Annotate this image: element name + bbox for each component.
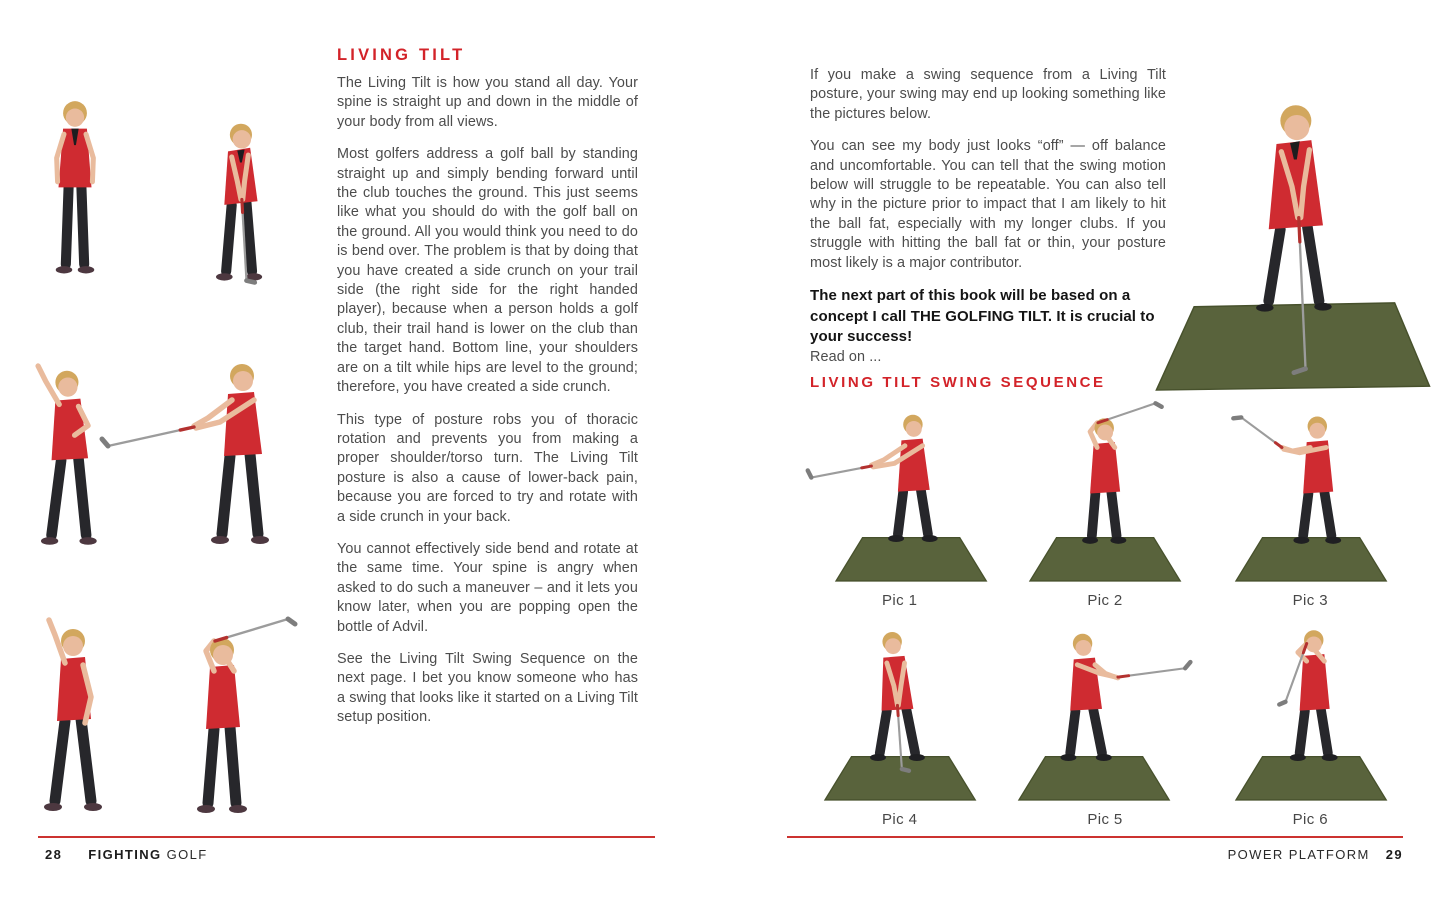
right-footer-title: POWER PLATFORM (1227, 847, 1370, 862)
book-title-regular: GOLF (166, 847, 208, 862)
photo-swing-pic-5 (1005, 617, 1204, 807)
pic-label: Pic 2 (1087, 592, 1123, 609)
pic-label: Pic 5 (1087, 811, 1123, 828)
photo-swing-pic-3 (1211, 398, 1410, 588)
swing-sequence-cell (1211, 398, 1410, 609)
golfing-tilt-note: The next part of this book will be based on a concept I call THE GOLFING TILT. It is crucial to your success! (810, 287, 1155, 346)
left-paragraph: The Living Tilt is how you stand all day. Your spine is straight up and down in the middle of your body from all views. (337, 75, 638, 130)
sequence-heading: LIVING TILT SWING SEQUENCE (810, 373, 1106, 391)
left-footer (45, 847, 208, 862)
photo-backswing-tilt (160, 552, 310, 830)
pic-label: Pic 6 (1292, 811, 1328, 828)
right-paragraph: You can see my body just looks “off” — off balance and uncomfortable. You can tell that the swing motion below will struggle to be repeatable. You can also tell why in the picture prior to impact that I am likely to hit the ball fat, especially with my longer clubs. If you struggle with hitting the ball fat or thin, your posture most likely is a major contributor. (810, 138, 1166, 271)
swing-sequence-cell (1005, 398, 1204, 609)
photo-standing-front (20, 55, 130, 290)
left-page-heading: LIVING TILT (337, 46, 466, 64)
photo-swing-pic-4 (800, 617, 999, 807)
right-text-column (810, 66, 1166, 391)
left-page-number: 28 (45, 847, 63, 862)
photo-takeaway-tilt (90, 315, 310, 565)
left-paragraph: This type of posture robs you of thoracic rotation and prevents you from making a proper shoulder/torso turn. The Living Tilt posture is also a cause of lower-back pain, because you are forced to try and rotate with a side crunch in your back. (337, 411, 638, 525)
photo-side-bend (15, 568, 145, 830)
photo-swing-pic-6 (1211, 617, 1410, 807)
right-page-number: 29 (1385, 847, 1403, 862)
swing-sequence-cell (1211, 617, 1410, 828)
left-paragraph: Most golfers address a golf ball by standing straight up and simply bending forward until the club touches the ground. This just seems like what you should do with the golf ball on the ground. All you would think you need to do is bend over. The problem is that by doing that you have created a side crunch on your trail side (the right side for the right handed player), because when a person holds a golf club, their trail hand is lower on the club than the target hand. Bottom line, your shoulders are on a tilt while hips are level to the ground; therefore, you have created a side crunch. (337, 146, 638, 396)
right-footer-rule (787, 836, 1403, 838)
right-footer (787, 847, 1403, 862)
book-title-bold: FIGHTING (88, 847, 162, 862)
swing-sequence-grid (800, 398, 1410, 828)
left-footer-rule (38, 836, 655, 838)
read-on-text: Read on ... (810, 348, 882, 365)
left-paragraph: See the Living Tilt Swing Sequence on the next page. I bet you know someone who has a swing that looks like it started on a Living Tilt setup position. (337, 650, 638, 726)
pic-label: Pic 3 (1292, 592, 1328, 609)
left-text-column (337, 46, 638, 741)
swing-sequence-cell (800, 617, 999, 828)
swing-sequence-cell (1005, 617, 1204, 828)
photo-swing-pic-1 (800, 398, 999, 588)
photo-address-setup (180, 45, 300, 300)
photo-living-tilt-address-large (1148, 82, 1434, 392)
pic-label: Pic 4 (881, 811, 918, 828)
right-paragraph: If you make a swing sequence from a Living Tilt posture, your swing may end up looking something like the pictures below. (810, 67, 1166, 122)
pic-label: Pic 1 (881, 592, 918, 609)
swing-sequence-cell (800, 398, 999, 609)
left-paragraph: You cannot effectively side bend and rotate at the same time. Your spine is angry when asked to do such a maneuver – and it lets you know later, when you are popping open the bottle of Advil. (337, 540, 638, 635)
photo-swing-pic-2 (1005, 398, 1204, 588)
